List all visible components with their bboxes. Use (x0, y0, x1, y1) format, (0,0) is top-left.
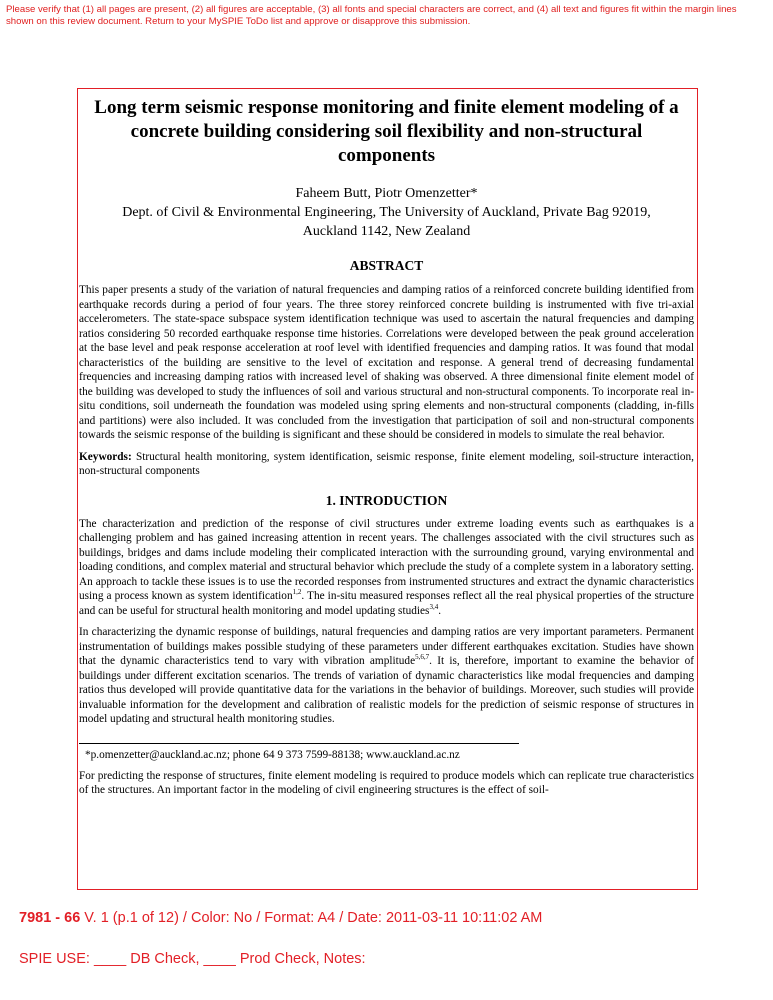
paper-page (79, 96, 694, 798)
author-block (79, 184, 694, 241)
section-heading-introduction: 1. INTRODUCTION (325, 492, 448, 508)
intro-paragraph-2 (79, 625, 694, 727)
affiliation-line-2: Auckland 1142, New Zealand (302, 224, 471, 239)
intro-p2-text-a: In characterizing the dynamic response of buildings, natural frequencies and damping ratios are very important parameters. Permanent instrumentation of buildings makes possible studying of these parameters under different earthquakes excitation. Studies have shown that the dynamic characteristics tend to vary with vibration amplitude (79, 626, 694, 667)
citation-5-6-7: 5,6,7 (415, 653, 430, 662)
footnote-rule (79, 743, 519, 744)
submission-footer (19, 910, 542, 926)
abstract-text: This paper presents a study of the variation of natural frequencies and damping ratios of a reinforced concrete building identified from earthquake records during a period of four years. The three storey reinforced concrete building is instrumented with five tri-axial accelerometers. The state-space subspace system identification technique was used to ascertain the natural frequencies and damping ratios considering 50 recorded earthquake response time histories. Correlations were developed between the peak ground acceleration at the base level and peak response acceleration at roof level with identified frequencies and damping ratios. It was found that modal characteristics of the building are sensitive to the level of excitation and response. A general trend of decreasing fundamental frequencies and increasing damping ratios with increased level of shaking was observed. A three dimensional finite element model of the building was developed to study the influences of soil and various structural and non-structural components. To incorporate real in-situ conditions, soil underneath the foundation was modeled using spring elements and non-structural components (cladding, in-fills and partitions) were also included. It was concluded from the investigation that participation of soil and non-structural components towards the seismic response of the building is significant and these should be considered in models to simulate the real behavior. (79, 284, 694, 441)
spie-use-line: SPIE USE: ____ DB Check, ____ Prod Check, Notes: (19, 951, 366, 967)
footnote: *p.omenzetter@auckland.ac.nz; phone 64 9 373 7599-88138; www.auckland.ac.nz (85, 748, 460, 761)
paper-title: Long term seismic response monitoring and finite element modeling of a concrete building considering soil flexibility and non-structural components (94, 97, 679, 166)
abstract-heading: ABSTRACT (349, 258, 424, 273)
submission-details: V. 1 (p.1 of 12) / Color: No / Format: A4 / Date: 2011-03-11 10:11:02 AM (80, 910, 543, 926)
intro-p1-text-c: . (438, 604, 442, 617)
review-notice: Please verify that (1) all pages are present, (2) all figures are acceptable, (3) all fonts and special characters are correct, and (4) all text and figures fit within the margin lines shown on this review document. Return to your MySPIE ToDo list and approve or disapprove this submission. (6, 4, 737, 27)
intro-p2-text-b: . It is, therefore, important to examine the behavior of buildings under different excitation scenarios. The trends of variation of dynamic characteristics like modal frequencies and damping ratios thus developed will provide quantitative data for the variations in the behavior of buildings. Moreover, such studies will provide invaluable information for the development and calibration of realistic models for the prediction of seismic response of structures in model updating and structural health monitoring studies. (79, 655, 694, 725)
intro-paragraph-1 (79, 517, 694, 619)
affiliation-line-1: Dept. of Civil & Environmental Engineering, The University of Auckland, Private Bag 92019, (122, 205, 651, 220)
keywords-label: Keywords: (79, 450, 132, 463)
paper-id: 7981 - 66 (19, 910, 81, 926)
keywords-list: Structural health monitoring, system identification, seismic response, finite element modeling, soil-structure interaction, non-structural components (79, 450, 694, 477)
authors: Faheem Butt, Piotr Omenzetter* (295, 186, 478, 201)
keywords (79, 450, 694, 479)
citation-1-2: 1,2 (292, 588, 302, 597)
intro-p1-text-b: . The in-situ measured responses reflect all the real physical properties of the structure and can be useful for structural health monitoring and model updating studies (79, 590, 694, 617)
intro-paragraph-3: For predicting the response of structures, finite element modeling is required to produce models which can replicate true characteristics of the structures. An important factor in the modeling of civil engineering structures is the effect of soil- (79, 769, 694, 796)
citation-3-4: 3,4 (429, 602, 439, 611)
intro-p1-text-a: The characterization and prediction of the response of civil structures under extreme loading events such as earthquakes is a challenging problem and has gained increasing attention in recent years. The challenges associated with the civil structures such as buildings, bridges and dams include modeling their complicated interaction with the surrounding ground, varying environmental and loading conditions, and complex material and structural behavior which preclude the study of a complete system in a laboratory setting. An approach to tackle these issues is to use the recorded responses from instrumented structures and extract the dynamic characteristics using a process known as system identification (79, 517, 694, 602)
